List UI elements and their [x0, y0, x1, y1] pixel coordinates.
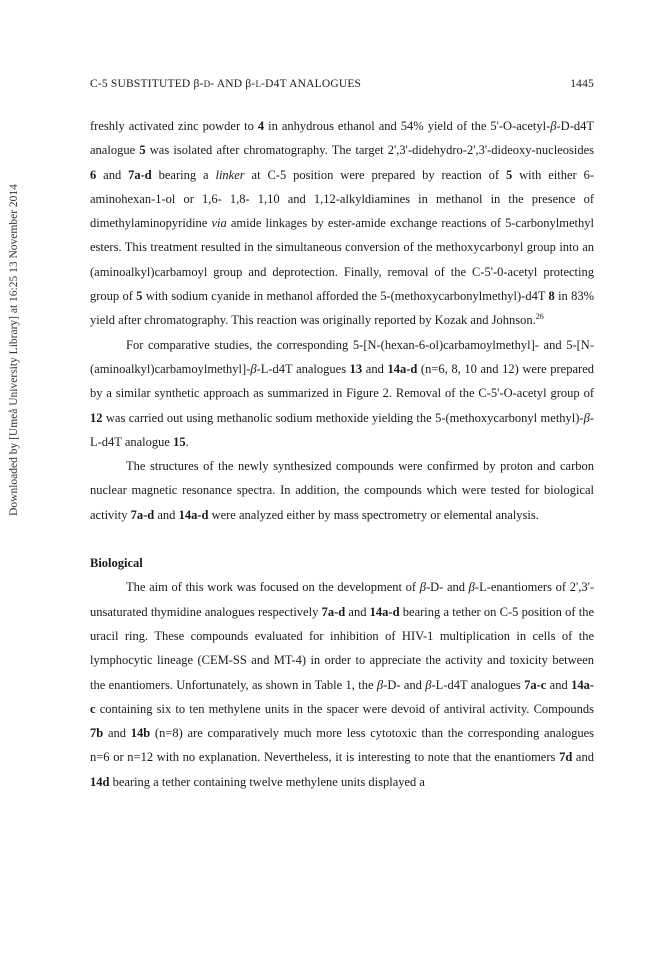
running-head-title: C-5 SUBSTITUTED β-D- AND β-L-D4T ANALOGUES	[90, 78, 362, 90]
paragraph-3: The structures of the newly synthesized compounds were confirmed by proton and carbon nuclear magnetic resonance spectra. In addition, the compounds which were tested for biological activity 7a-d and 14a-d were analyzed either by mass spectrometry or elemental analysis.	[90, 459, 594, 522]
citation-superscript: 26	[535, 312, 544, 322]
page-number: 1445	[570, 78, 594, 90]
section-gap	[90, 527, 594, 539]
paragraph-2: For comparative studies, the corresponding 5-[N-(hexan-6-ol)carbamoylmethyl]- and 5-[N-(aminoalkyl)carbamoylmethyl]-β-L-d4T analogues 13 and 14a-d (n=6, 8, 10 and 12) were prepared by a similar synthetic approach as summarized in Figure 2. Removal of the C-5'-O-acetyl group of 12 was carried out using methanolic sodium methoxide yielding the 5-(methoxycarbonyl methyl)-β-L-d4T analogue 15.	[90, 337, 594, 449]
paragraph-1: freshly activated zinc powder to 4 in anhydrous ethanol and 54% yield of the 5'-O-acetyl-β-D-d4T analogue 5 was isolated after chromatography. The target 2',3'-didehydro-2',3'-dideoxy-nucleosides 6 and 7a-d bearing a linker at C-5 position were prepared by reaction of 5 with either 6-aminohexan-1-ol or 1,6- 1,8- 1,10 and 1,12-alkyldiamines in methanol in the presence of dimethylaminopyridine via amide linkages by ester-amide exchange reactions of 5-carbonylmethyl esters. This treatment resulted in the simultaneous conversion of the methoxycarbonyl group into an (aminoalkyl)carbamoyl group and deprotection. Finally, removal of the C-5'-0-acetyl protecting group of 5 with sodium cyanide in methanol afforded the 5-(methoxycarbonylmethyl)-d4T 8 in 83% yield after chromatography. This reaction was originally reported by Kozak and Johnson.$^{26}$	[90, 119, 595, 328]
section-heading-biological: Biological	[90, 556, 143, 571]
article-body	[90, 114, 594, 794]
download-watermark: Downloaded by [Umeå University Library] at 16:25 13 November 2014	[8, 184, 20, 516]
paragraph-4: The aim of this work was focused on the development of β-D- and β-L-enantiomers of 2',3'-unsaturated thymidine analogues respectively 7a-d and 14a-d bearing a tether on C-5 position of the uracil ring. These compounds evaluated for inhibition of HIV-1 multiplication in cells of the lymphocytic lineage (CEM-SS and MT-4) in order to appreciate the activity and toxicity between the enantiomers. Unfortunately, as shown in Table 1, the β-D- and β-L-d4T analogues 7a-c and 14a-c containing six to ten methylene units in the spacer were devoid of antiviral activity. Compounds 7b and 14b (n=8) are comparatively much more less cytotoxic than the corresponding analogues n=6 or n=12 with no explanation. Nevertheless, it is interesting to note that the enantiomers 7d and 14d bearing a tether containing twelve methylene units displayed a	[90, 580, 594, 789]
